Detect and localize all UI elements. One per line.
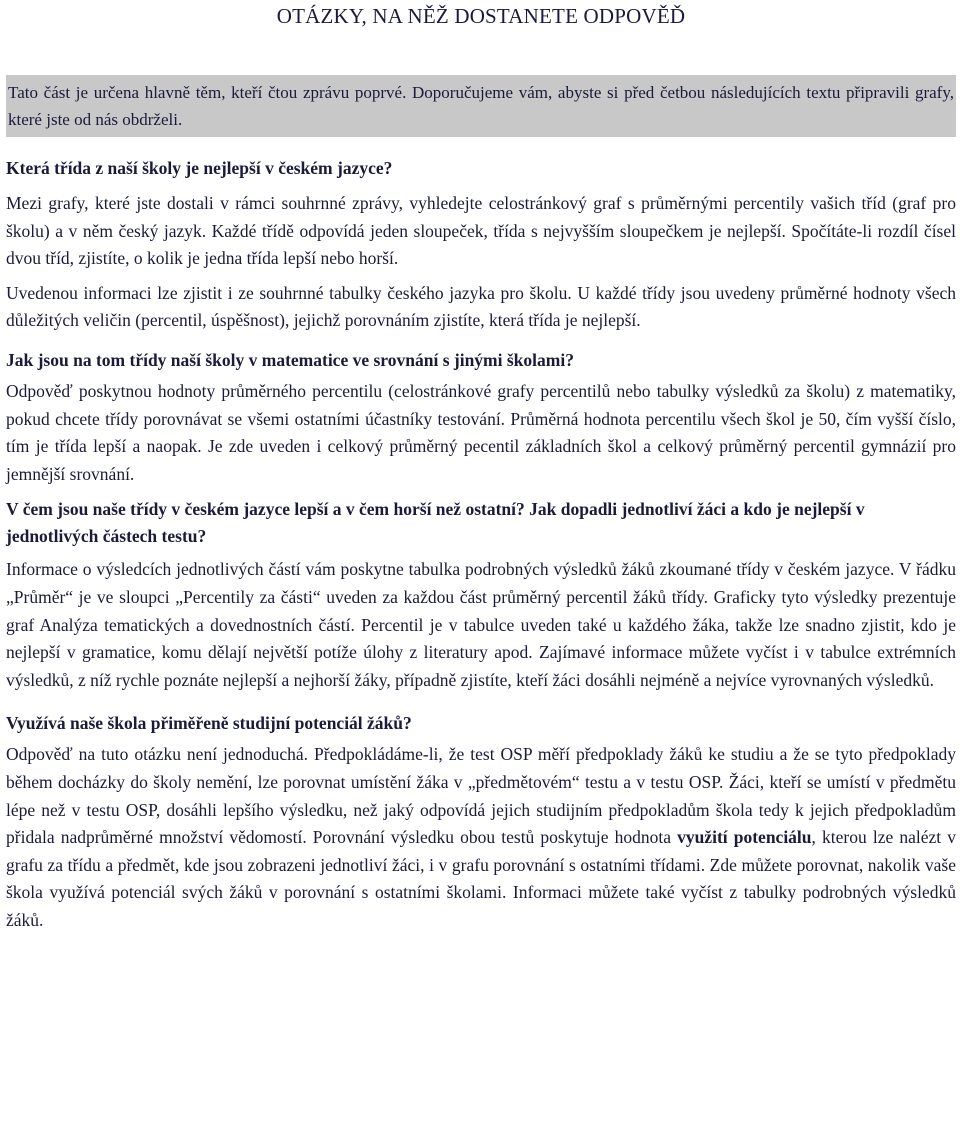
answer-paragraph-best-class-graph: Mezi grafy, které jste dostali v rámci souhrnné zprávy, vyhledejte celostránkový graf s průměrnými percentily vašich tříd (graf pro školu) a v něm český jazyk. Každé třídě odpovídá jeden sloupeček, třída s nejvyšším sloupečkem je nejlepší. Spočítáte-li rozdíl čísel dvou tříd, zjistíte, o kolik je jedna třída lepší nebo horší. — [6, 193, 956, 269]
answer-text-part-1: Odpověď na tuto otázku není jednoduchá. Předpokládáme-li, že test OSP měří předpoklady žáků ke studiu a že se tyto předpoklady během docházky do školy nemění, lze porovnat umístění žáka v „předmětovém“ testu a v testu OSP. Žáci, kteří se umístí v předmětu lépe než v testu OSP, dosáhli lepšího výsledku, než jaký odpovídá jejich studijním předpokladům škola tedy k jejich předpokladům přidala nadprůměrné množství vědomostí. Porovnání výsledku obou testů poskytuje hodnota — [6, 744, 956, 848]
potential-usage-term: využití potenciálu — [677, 827, 812, 848]
answer-paragraph-best-class-table: Uvedenou informaci lze zjistit i ze souhrnné tabulky českého jazyka pro školu. U každé třídy jsou uvedeny průměrné hodnoty všech důležitých veličin (percentil, úspěšnost), jejichž porovnáním zjistíte, která třída je nejlepší. — [6, 282, 956, 331]
answer-text-part-2: , kterou lze nalézt v grafu za třídu a předmět, kde jsou zobrazeni jednotliví žáci, i v grafu porovnání s ostatními třídami. Zde můžete porovnat, nakolik vaše škola využívá potenciál svých žáků v porovnání s ostatními školami. Informaci můžete také vyčíst z tabulky podrobných výsledků žáků. — [6, 827, 956, 930]
question-heading-math-comparison: Jak jsou na tom třídy naší školy v matematice ve srovnání s jinými školami? — [6, 349, 574, 370]
intro-note: Tato část je určena hlavně těm, kteří čtou zprávu poprvé. Doporučujeme vám, abyste si před četbou následujících textu připravili grafy, které jste od nás obdrželi. — [6, 75, 956, 137]
answer-paragraph-study-potential — [6, 741, 956, 934]
question-heading-czech-parts: V čem jsou naše třídy v českém jazyce lepší a v čem horší než ostatní? Jak dopadli jednotliví žáci a kdo je nejlepší v jednotlivých částech testu? — [6, 499, 865, 547]
question-heading-best-class: Která třída z naší školy je nejlepší v českém jazyce? — [6, 158, 393, 178]
question-heading-study-potential: Využívá naše škola přiměřeně studijní potenciál žáků? — [6, 713, 412, 734]
page-title: OTÁZKY, NA NĚŽ DOSTANETE ODPOVĚĎ — [276, 4, 686, 28]
answer-paragraph-math-comparison: Odpověď poskytnou hodnoty průměrného percentilu (celostránkové grafy percentilů nebo tabulky výsledků za školu) z matematiky, pokud chcete třídy porovnávat se všemi ostatními účastníky testování. Průměrná hodnota percentilu všech škol je 50, čím vyšší číslo, tím je třída lepší a naopak. Je zde uveden i celkový průměrný pecentil základních škol a celkový průměrný percentil gymnázií pro jemnější srovnání. — [6, 380, 956, 484]
answer-paragraph-czech-parts: Informace o výsledcích jednotlivých částí vám poskytne tabulka podrobných výsledků žáků zkoumané třídy v českém jazyce. V řádku „Průměr“ je ve sloupci „Percentily za části“ uveden za každou část průměrný percentil žáků třídy. Graficky tyto výsledky prezentuje graf Analýza tematických a dovednostních částí. Percentil je v tabulce uveden také u každého žáka, takže lze snadno zjistit, kdo je nejlepší v gramatice, komu dělají největší potíže úlohy z literatury apod. Zajímavé informace můžete vyčíst i v tabulce extrémních výsledků, z níž rychle poznáte nejlepší a nejhorší žáky, případně zjistíte, kteří žáci dosáhli nejméně a nejvíce vyrovnaných výsledků. — [6, 559, 956, 690]
